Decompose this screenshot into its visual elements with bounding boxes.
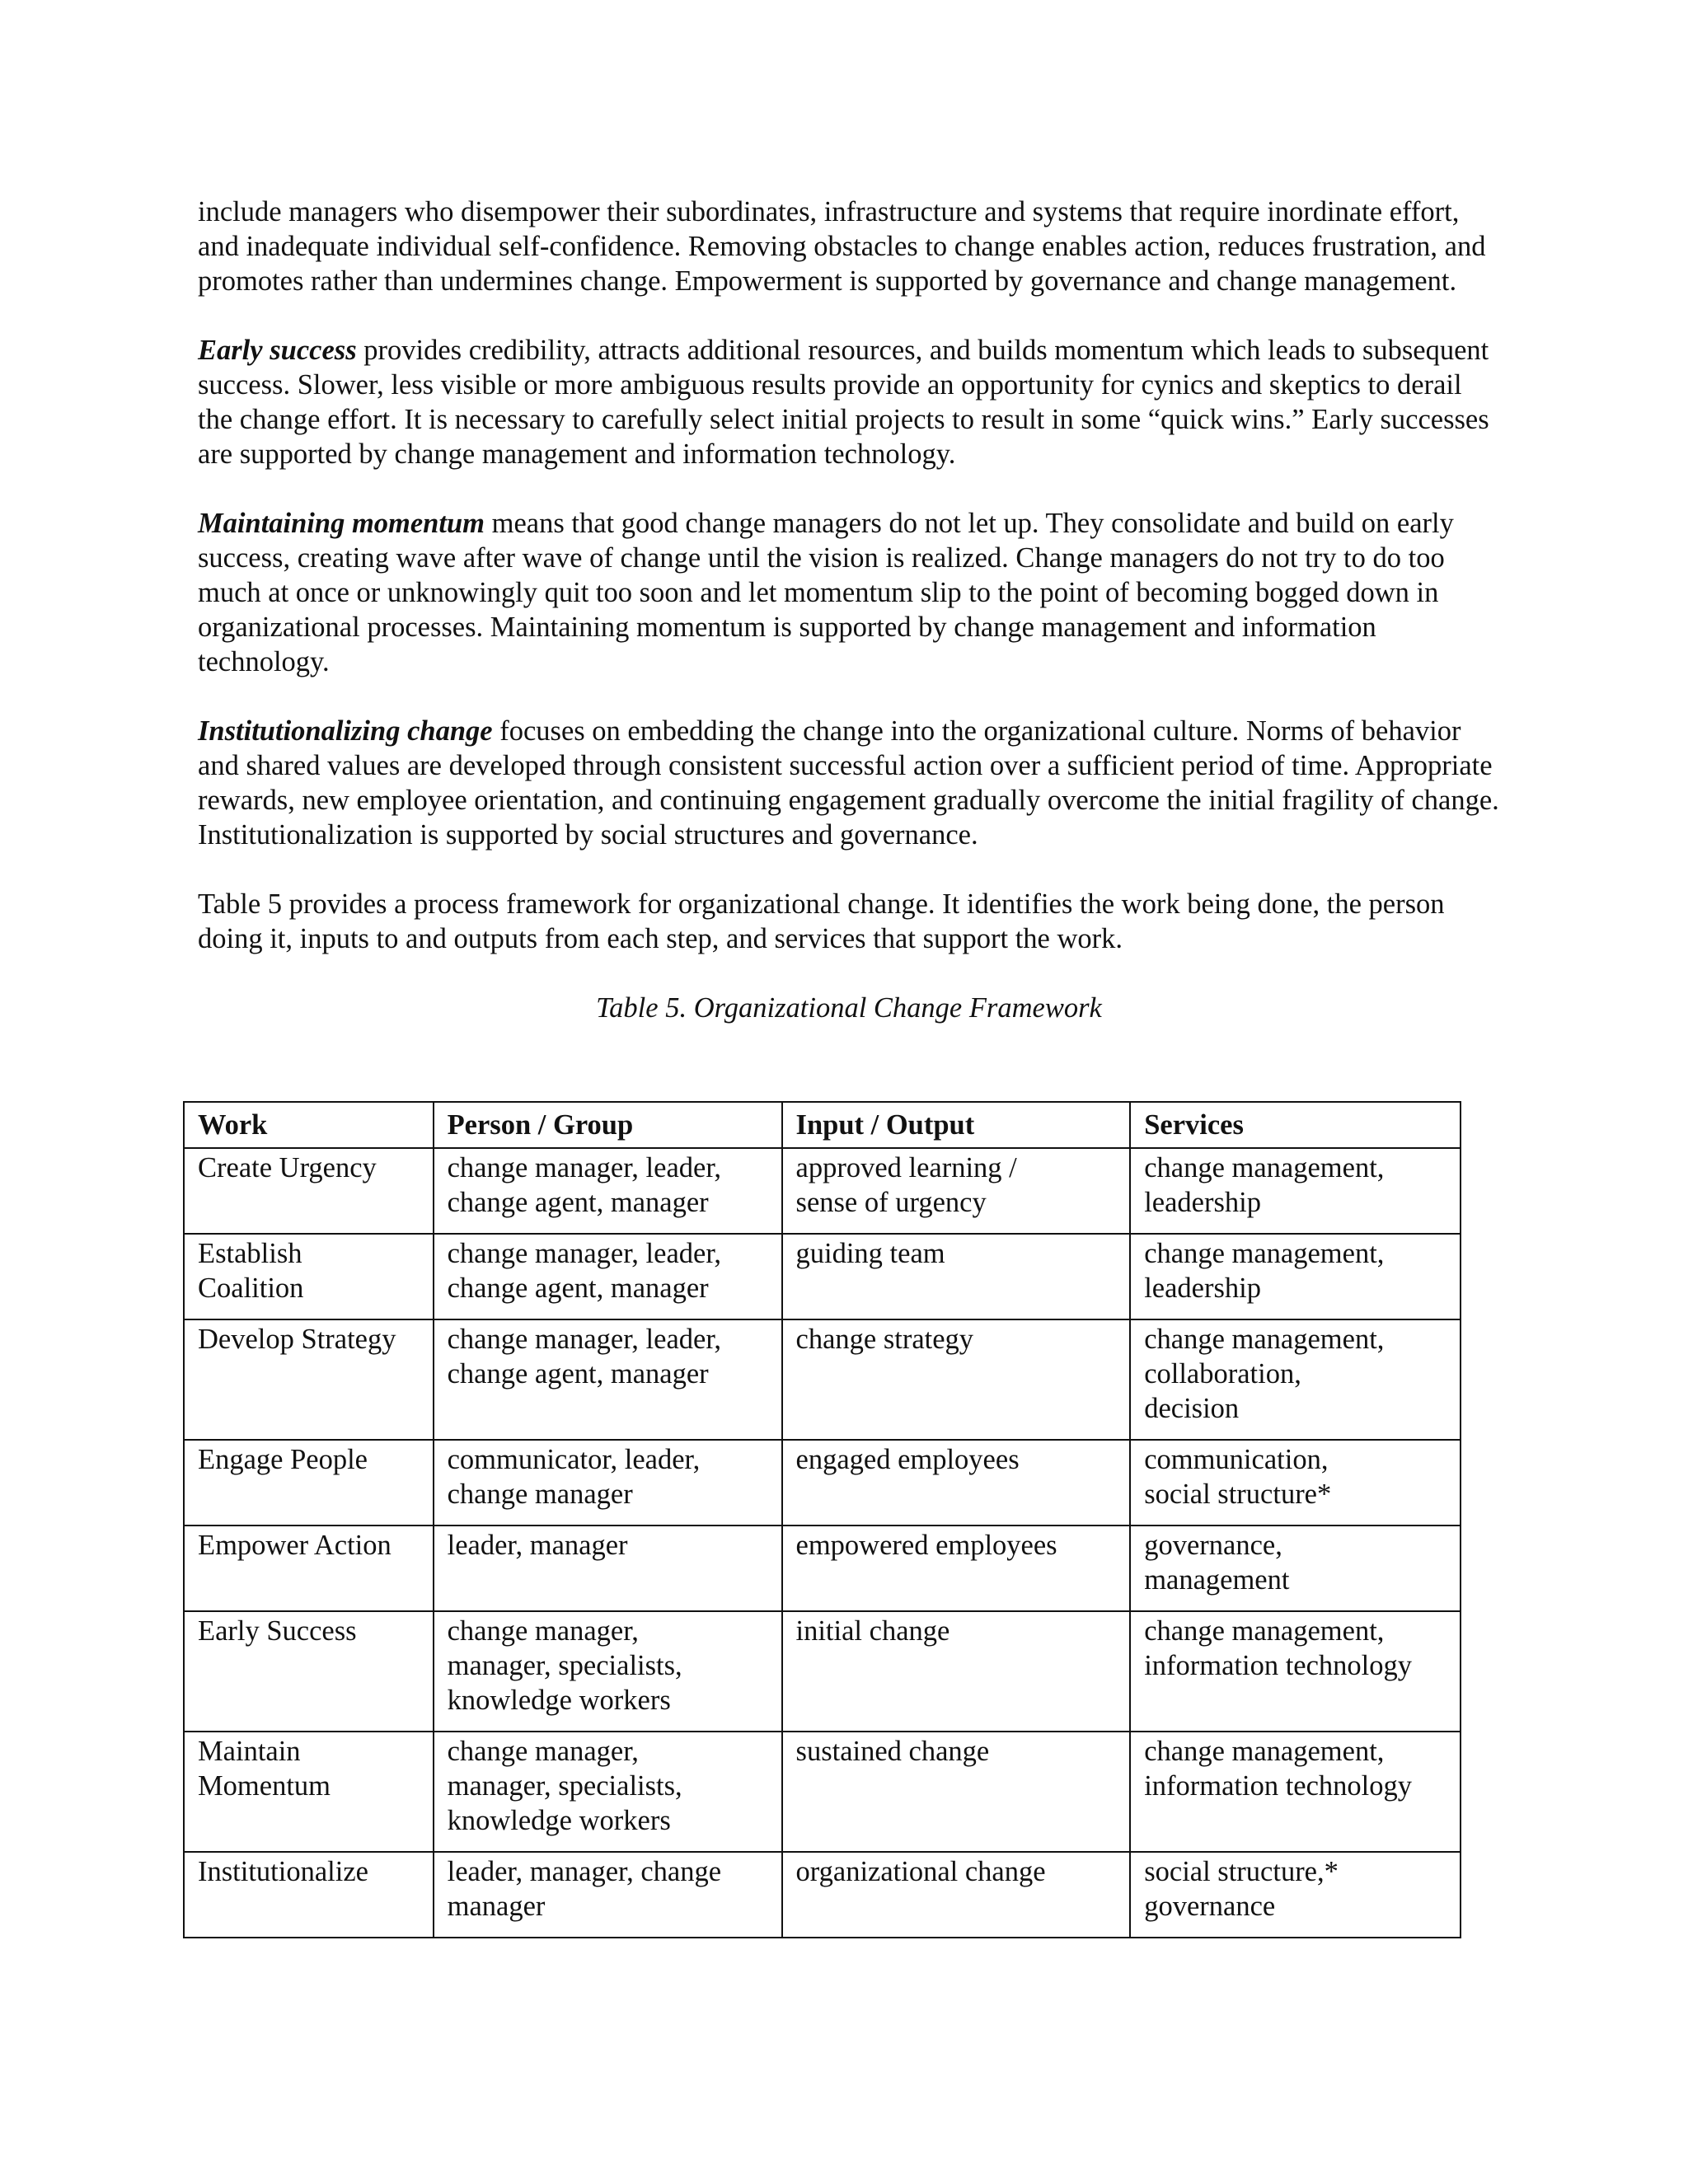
cell-line: change strategy bbox=[795, 1324, 974, 1355]
cell-line: change manager, leader, bbox=[447, 1152, 722, 1183]
cell-line: leader, manager, change bbox=[447, 1856, 722, 1887]
cell-line: Maintain bbox=[198, 1736, 301, 1767]
cell-line: information technology bbox=[1144, 1770, 1413, 1802]
table-row bbox=[184, 1611, 1461, 1732]
cell-line: knowledge workers bbox=[447, 1685, 671, 1716]
cell-line: Establish bbox=[198, 1238, 302, 1269]
cell-line: change manager, bbox=[447, 1615, 639, 1647]
cell-line: Momentum bbox=[198, 1770, 331, 1802]
cell-person-group bbox=[434, 1234, 782, 1319]
table-row bbox=[184, 1852, 1461, 1938]
cell-input-output bbox=[782, 1852, 1131, 1938]
cell-input-output bbox=[782, 1611, 1131, 1732]
table-row bbox=[184, 1319, 1461, 1440]
cell-line: Empower Action bbox=[198, 1530, 392, 1561]
cell-line: guiding team bbox=[795, 1238, 945, 1269]
paragraph-text: include managers who disempower their subordinates, infrastructure and systems that require inordinate effort, and inadequate individual self-confidence. Removing obstacles to change enables action, reduces frustration, and promotes rather than undermines change. Empowerment is supported by governance and change management. bbox=[198, 196, 1486, 297]
document-body bbox=[198, 194, 1500, 1060]
cell-line: change manager, bbox=[447, 1736, 639, 1767]
cell-line: empowered employees bbox=[795, 1530, 1057, 1561]
cell-work bbox=[184, 1526, 434, 1611]
cell-line: social structure* bbox=[1144, 1479, 1332, 1510]
paragraph-text: means that good change managers do not let up. They consolidate and build on early success, creating wave after wave of change until the vision is realized. Change managers do not try to do too much at once or unknowingly quit too soon and let momentum slip to the point of becoming bogged down in organizational processes. Maintaining momentum is supported by change management and information technology. bbox=[198, 508, 1454, 677]
cell-line: manager bbox=[447, 1891, 546, 1922]
cell-line: change management, bbox=[1144, 1152, 1385, 1183]
cell-line: Develop Strategy bbox=[198, 1324, 396, 1355]
cell-work bbox=[184, 1319, 434, 1440]
cell-person-group bbox=[434, 1319, 782, 1440]
header-input-output: Input / Output bbox=[782, 1102, 1131, 1148]
cell-services bbox=[1130, 1611, 1461, 1732]
cell-services bbox=[1130, 1148, 1461, 1234]
cell-line: decision bbox=[1144, 1393, 1240, 1424]
header-work: Work bbox=[184, 1102, 434, 1148]
cell-line: change management, bbox=[1144, 1324, 1385, 1355]
cell-services bbox=[1130, 1234, 1461, 1319]
cell-input-output bbox=[782, 1440, 1131, 1526]
cell-input-output bbox=[782, 1526, 1131, 1611]
framework-table bbox=[183, 1101, 1461, 1938]
paragraph-maintaining-momentum bbox=[198, 506, 1500, 679]
cell-work bbox=[184, 1440, 434, 1526]
cell-input-output bbox=[782, 1319, 1131, 1440]
cell-line: governance, bbox=[1144, 1530, 1282, 1561]
cell-services bbox=[1130, 1852, 1461, 1938]
table-row bbox=[184, 1526, 1461, 1611]
cell-person-group bbox=[434, 1440, 782, 1526]
paragraph-text: Table 5 provides a process framework for organizational change. It identifies the work being done, the person doing it, inputs to and outputs from each step, and services that support the work. bbox=[198, 888, 1445, 954]
cell-services bbox=[1130, 1319, 1461, 1440]
paragraph-lead: Institutionalizing change bbox=[198, 715, 493, 747]
cell-line: sustained change bbox=[795, 1736, 990, 1767]
header-person-group: Person / Group bbox=[434, 1102, 782, 1148]
cell-line: Coalition bbox=[198, 1272, 304, 1304]
cell-line: collaboration, bbox=[1144, 1358, 1301, 1390]
cell-line: change management, bbox=[1144, 1736, 1385, 1767]
cell-line: knowledge workers bbox=[447, 1805, 671, 1836]
cell-line: leadership bbox=[1144, 1187, 1261, 1218]
cell-line: manager, specialists, bbox=[447, 1770, 682, 1802]
cell-line: communication, bbox=[1144, 1444, 1329, 1475]
table-caption: Table 5. Organizational Change Framework bbox=[596, 992, 1102, 1024]
cell-line: Create Urgency bbox=[198, 1152, 377, 1183]
paragraph-lead: Maintaining momentum bbox=[198, 508, 485, 539]
cell-line: change agent, manager bbox=[447, 1272, 709, 1304]
cell-person-group bbox=[434, 1732, 782, 1852]
cell-services bbox=[1130, 1440, 1461, 1526]
paragraph-text: focuses on embedding the change into the organizational culture. Norms of behavior and shared values are developed through consistent successful action over a sufficient period of time. Appropriate rewards, new employee orientation, and continuing engagement gradually overcome the initial fragility of change. Institutionalization is supported by social structures and governance. bbox=[198, 715, 1499, 851]
cell-line: Engage People bbox=[198, 1444, 368, 1475]
table-header-row bbox=[184, 1102, 1461, 1148]
cell-line: organizational change bbox=[795, 1856, 1046, 1887]
cell-work bbox=[184, 1148, 434, 1234]
cell-line: change management, bbox=[1144, 1238, 1385, 1269]
header-services: Services bbox=[1130, 1102, 1461, 1148]
cell-line: Early Success bbox=[198, 1615, 357, 1647]
cell-person-group bbox=[434, 1611, 782, 1732]
cell-services bbox=[1130, 1526, 1461, 1611]
cell-line: leadership bbox=[1144, 1272, 1261, 1304]
cell-line: change management, bbox=[1144, 1615, 1385, 1647]
paragraph-early-success bbox=[198, 333, 1500, 471]
cell-line: change agent, manager bbox=[447, 1358, 709, 1390]
cell-line: change manager, leader, bbox=[447, 1238, 722, 1269]
cell-line: leader, manager bbox=[447, 1530, 628, 1561]
cell-line: communicator, leader, bbox=[447, 1444, 701, 1475]
cell-person-group bbox=[434, 1852, 782, 1938]
cell-line: engaged employees bbox=[795, 1444, 1020, 1475]
cell-line: manager, specialists, bbox=[447, 1650, 682, 1681]
cell-work bbox=[184, 1234, 434, 1319]
cell-line: Institutionalize bbox=[198, 1856, 368, 1887]
cell-person-group bbox=[434, 1148, 782, 1234]
table-row bbox=[184, 1440, 1461, 1526]
table-row bbox=[184, 1148, 1461, 1234]
paragraph-institutionalizing-change bbox=[198, 714, 1500, 852]
table-body bbox=[184, 1148, 1461, 1938]
cell-line: initial change bbox=[795, 1615, 950, 1647]
cell-line: approved learning / bbox=[795, 1152, 1017, 1183]
cell-input-output bbox=[782, 1148, 1131, 1234]
paragraph-table-intro bbox=[198, 887, 1500, 956]
cell-services bbox=[1130, 1732, 1461, 1852]
cell-line: change manager, leader, bbox=[447, 1324, 722, 1355]
table-row bbox=[184, 1732, 1461, 1852]
table-row bbox=[184, 1234, 1461, 1319]
cell-line: management bbox=[1144, 1564, 1290, 1596]
cell-line: governance bbox=[1144, 1891, 1276, 1922]
paragraph-obstacles bbox=[198, 194, 1500, 298]
cell-work bbox=[184, 1852, 434, 1938]
cell-input-output bbox=[782, 1732, 1131, 1852]
cell-person-group bbox=[434, 1526, 782, 1611]
cell-line: social structure,* bbox=[1144, 1856, 1339, 1887]
cell-line: change manager bbox=[447, 1479, 633, 1510]
cell-input-output bbox=[782, 1234, 1131, 1319]
cell-line: change agent, manager bbox=[447, 1187, 709, 1218]
cell-line: information technology bbox=[1144, 1650, 1413, 1681]
paragraph-lead: Early success bbox=[198, 335, 357, 366]
paragraph-text: provides credibility, attracts additional resources, and builds momentum which leads to subsequent success. Slower, less visible or more ambiguous results provide an opportunity for cynics and skeptics to derail the change effort. It is necessary to carefully select initial projects to result in some “quick wins.” Early successes are supported by change management and information technology. bbox=[198, 335, 1489, 470]
cell-work bbox=[184, 1611, 434, 1732]
cell-work bbox=[184, 1732, 434, 1852]
cell-line: sense of urgency bbox=[795, 1187, 987, 1218]
